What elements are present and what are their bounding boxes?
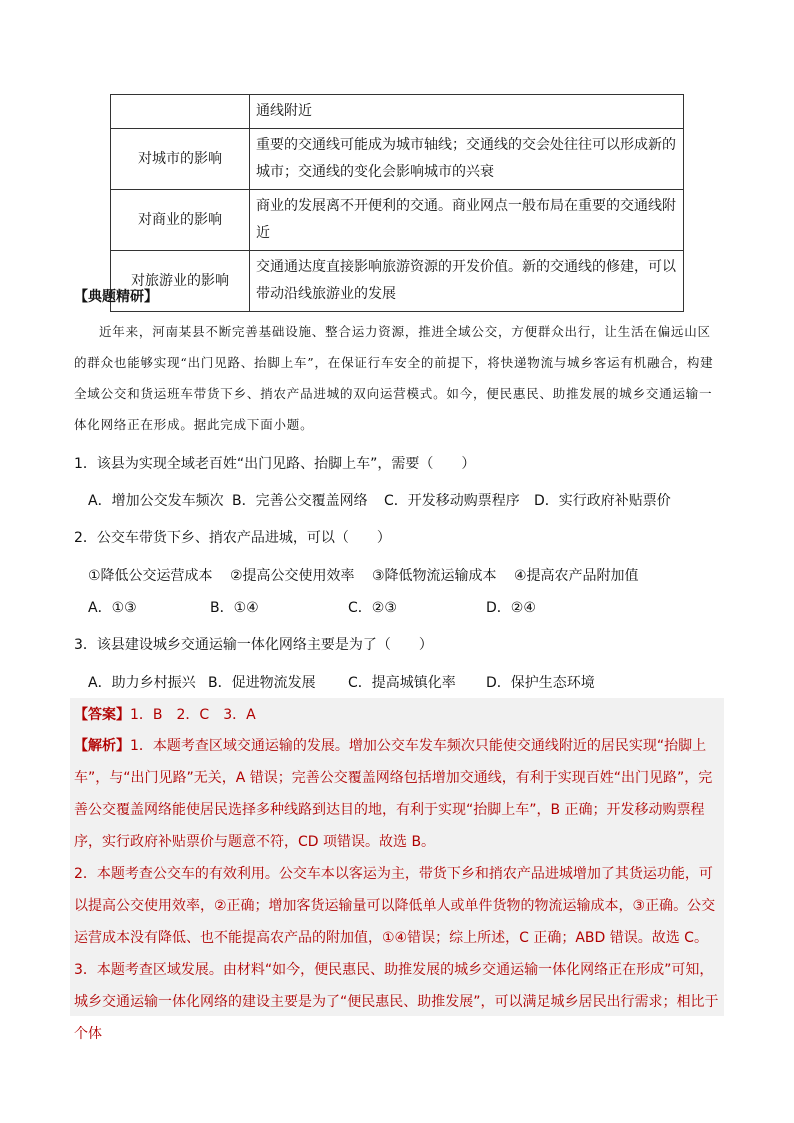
table-row [111,95,684,129]
table-row [111,251,684,312]
analysis-label: 【解析】 [74,738,130,754]
transport-impact-table [110,94,684,312]
table-row-label [111,95,250,129]
material-paragraph: 近年来，河南某县不断完善基础设施、整合运力资源，推进全域公交，方便群众出行，让生活在偏远山区的群众也能够实现“出门见路、抬脚上车”，在保证行车安全的前提下，将快递物流与城乡客运有机融合，构建全域公交和货运班车带货下乡、捎农产品进城的双向运营模式。如今，便民惠民、助推发展的城乡交通运输一体化网络正在形成。据此完成下面小题。 [74,324,714,432]
analysis-paragraph-1 [74,730,720,858]
question-3-option-d: D．保护生态环境 [486,675,595,691]
analysis-paragraph-3: 3．本题考查区域发展。由材料“如今，便民惠民、助推发展的城乡交通运输一体化网络正在形成”可知，城乡交通运输一体化网络的建设主要是为了“便民惠民、助推发展”，可以满足城乡居民出行需求；相比于个体 [74,962,719,1042]
question-2-option-b: B．①④ [210,600,259,616]
answer-text: 1．B 2．C 3．A [130,707,256,723]
question-1-option-d: D．实行政府补贴票价 [534,493,671,509]
question-3-stem: 3．该县建设城乡交通运输一体化网络主要是为了（ ） [74,637,433,653]
table-row-text: 商业的发展离不开便利的交通。商业网点一般布局在重要的交通线附近 [250,190,684,251]
section-title: 【典题精研】 [74,289,158,305]
question-2-item-3: ③降低物流运输成本 [372,568,497,584]
question-2-option-c: C．②③ [348,600,397,616]
question-2-option-a: A．①③ [88,600,137,616]
analysis-text-1: 1．本题考查区域交通运输的发展。增加公交车发车频次只能使交通线附近的居民实现“抬脚上车”，与“出门见路”无关，A 错误；完善公交覆盖网络包括增加交通线，有利于实现百姓“出门见路”，完善公交覆盖网络能使居民选择多种线路到达目的地，有利于实现“抬脚上车”，B 正确；开发移动购票程序，实行政府补贴票价与题意不符，CD 项错误。故选 B。 [74,738,713,850]
question-3-option-b: B．促进物流发展 [208,675,316,691]
table-row [111,190,684,251]
question-1-option-b: B．完善公交覆盖网络 [232,493,368,509]
answer-line [74,704,256,724]
question-2-item-1: ①降低公交运营成本 [88,568,213,584]
question-2-stem: 2．公交车带货下乡、捎农产品进城，可以（ ） [74,530,391,546]
table-row-text: 通线附近 [250,95,684,129]
table-row [111,129,684,190]
answer-label: 【答案】 [74,707,130,723]
analysis-paragraph-2: 2．本题考查公交车的有效利用。公交车本以客运为主，带货下乡和捎农产品进城增加了其货运功能，可以提高公交使用效率，②正确；增加客货运输量可以降低单人或单件货物的物流运输成本，③正确。公交运营成本没有降低、也不能提高农产品的附加值，①④错误；综上所述，C 正确；ABD 错误。故选 C。 [74,866,716,946]
question-1-option-a: A．增加公交发车频次 [88,493,224,509]
question-1-option-c: C．开发移动购票程序 [384,493,520,509]
table-row-label: 对旅游业的影响 [111,251,250,312]
table-row-label: 对城市的影响 [111,129,250,190]
question-3-option-c: C．提高城镇化率 [348,675,456,691]
question-2-item-4: ④提高农产品附加值 [514,568,639,584]
table-row-label: 对商业的影响 [111,190,250,251]
question-2-option-d: D．②④ [486,600,536,616]
table-row-text: 重要的交通线可能成为城市轴线；交通线的交会处往往可以形成新的城市；交通线的变化会影响城市的兴衰 [250,129,684,190]
table-row-text: 交通通达度直接影响旅游资源的开发价值。新的交通线的修建，可以带动沿线旅游业的发展 [250,251,684,312]
question-3-option-a: A．助力乡村振兴 [88,675,196,691]
question-2-item-2: ②提高公交使用效率 [230,568,355,584]
question-1-stem: 1．该县为实现全域老百姓“出门见路、抬脚上车”，需要（ ） [74,456,476,472]
